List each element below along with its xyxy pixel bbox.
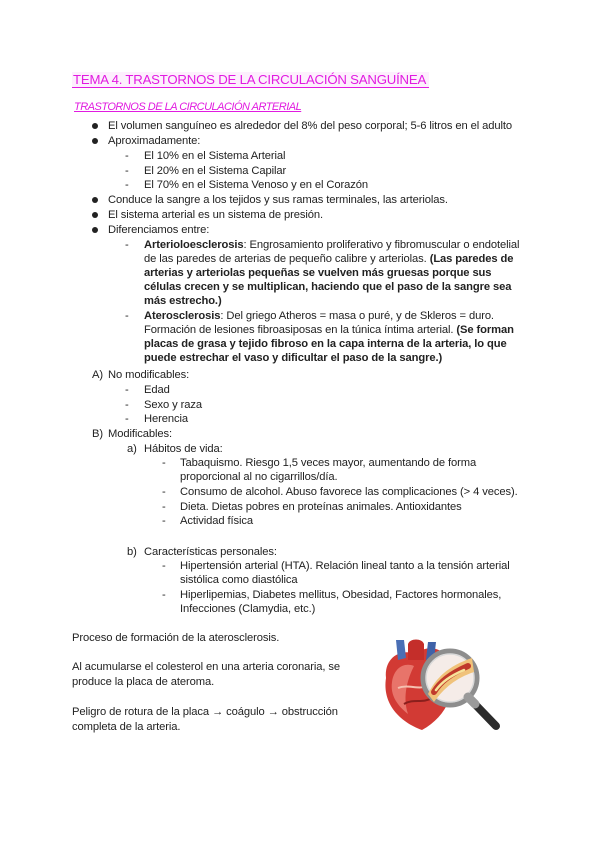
arteriolo-line-1: Arterioloesclerosis: Engrosamiento proliferativo y fibromuscular o endotelial [144,239,520,251]
proceso-colesterol-2: produce la placa de ateroma. [72,676,215,688]
no-mod-item: Herencia [144,413,188,425]
arteriolo-line-2: de las paredes de arterias de pequeño calibre y arteriolas. (Las paredes de [144,253,514,265]
atero-line-3: placas de grasa y tejido fibroso en la capa interna de la arteria, lo que [144,338,507,350]
bullet-conduce: Conduce la sangre a los tejidos y sus ramas terminales, las arteriolas. [108,194,448,206]
subitem-arterial: El 10% en el Sistema Arterial [144,150,286,162]
subitem-capilar: El 20% en el Sistema Capilar [144,165,287,177]
dash-marker: - [125,150,129,162]
bullet-dot [92,138,98,144]
arteriolo-line-5: más estrecho.) [144,295,222,307]
section-a-label: A) [92,369,103,381]
dash-marker: - [125,239,129,251]
atero-term: Aterosclerosis [144,310,221,322]
subitem-venoso: El 70% en el Sistema Venoso y en el Corazón [144,179,368,191]
arteriolo-line-3: arterias y arteriolas pequeñas se vuelven más gruesas porque sus [144,267,492,279]
arteriolo-line-4: células crecen y se multiplican, haciendo que el paso de la sangre sea [144,281,512,293]
dash-marker: - [125,399,129,411]
bullet-dot [92,212,98,218]
no-mod-item: Sexo y raza [144,399,202,411]
personal-hiperlipemias-2: Infecciones (Clamydia, etc.) [180,603,316,615]
subsection-b-title: Características personales: [144,546,277,558]
section-b-title: Modificables: [108,428,172,440]
bullet-dot [92,123,98,129]
dash-marker: - [125,413,129,425]
bullet-diferenciamos: Diferenciamos entre: [108,224,210,236]
bullet-dot [92,227,98,233]
habit-tabaquismo-2: proporcional al no cigarrillos/día. [180,471,338,483]
page-title: TEMA 4. TRASTORNOS DE LA CIRCULACIÓN SANGUÍNEA [72,72,429,88]
atero-line-2: Formación de lesiones fibroasiposas en la túnica íntima arterial. (Se forman [144,324,514,336]
proceso-heading: Proceso de formación de la aterosclerosis. [72,632,280,644]
section-subtitle: TRASTORNOS DE LA CIRCULACIÓN ARTERIAL [74,101,302,113]
dash-marker: - [125,165,129,177]
dash-marker: - [162,457,166,469]
dash-marker: - [162,560,166,572]
subsection-b-label: b) [127,546,137,558]
personal-hta-2: sistólica como diastólica [180,574,298,586]
dash-marker: - [162,501,166,513]
dash-marker: - [125,179,129,191]
no-mod-item: Edad [144,384,170,396]
dash-marker: - [162,515,166,527]
bullet-volumen: El volumen sanguíneo es alrededor del 8% del peso corporal; 5-6 litros en el adulto [108,120,513,132]
personal-hta-1: Hipertensión arterial (HTA). Relación lineal tanto a la tensión arterial [180,560,510,572]
atero-line-1: Aterosclerosis: Del griego Atheros = masa o puré, y de Skleros = duro. [144,310,494,322]
bullet-presion: El sistema arterial es un sistema de presión. [108,209,323,221]
bullet-dot [92,197,98,203]
dash-marker: - [162,589,166,601]
dash-marker: - [125,310,129,322]
personal-hiperlipemias-1: Hiperlipemias, Diabetes mellitus, Obesidad, Factores hormonales, [180,589,502,601]
section-a-title: No modificables: [108,369,190,381]
dash-marker: - [162,486,166,498]
subsection-a-title: Hábitos de vida: [144,443,223,455]
dash-marker: - [125,384,129,396]
section-b-label: B) [92,428,103,440]
proceso-rotura-2: completa de la arteria. [72,721,181,733]
arteriolo-term: Arterioloesclerosis [144,239,244,251]
proceso-rotura-1: Peligro de rotura de la placa → coágulo → obstrucción [72,706,338,718]
bullet-aproximadamente: Aproximadamente: [108,135,201,147]
proceso-colesterol-1: Al acumularse el colesterol en una arteria coronaria, se [72,661,341,673]
habit-actividad: Actividad física [180,515,254,527]
habit-dieta: Dieta. Dietas pobres en proteínas animales. Antioxidantes [180,501,462,513]
habit-tabaquismo-1: Tabaquismo. Riesgo 1,5 veces mayor, aumentando de forma [180,457,477,469]
subsection-a-label: a) [127,443,137,455]
heart-plaque-illustration [378,638,504,734]
habit-alcohol: Consumo de alcohol. Abuso favorece las complicaciones (> 4 veces). [180,486,518,498]
atero-line-4: puede estrechar el vaso y dificultar el paso de la sangre.) [144,352,443,364]
